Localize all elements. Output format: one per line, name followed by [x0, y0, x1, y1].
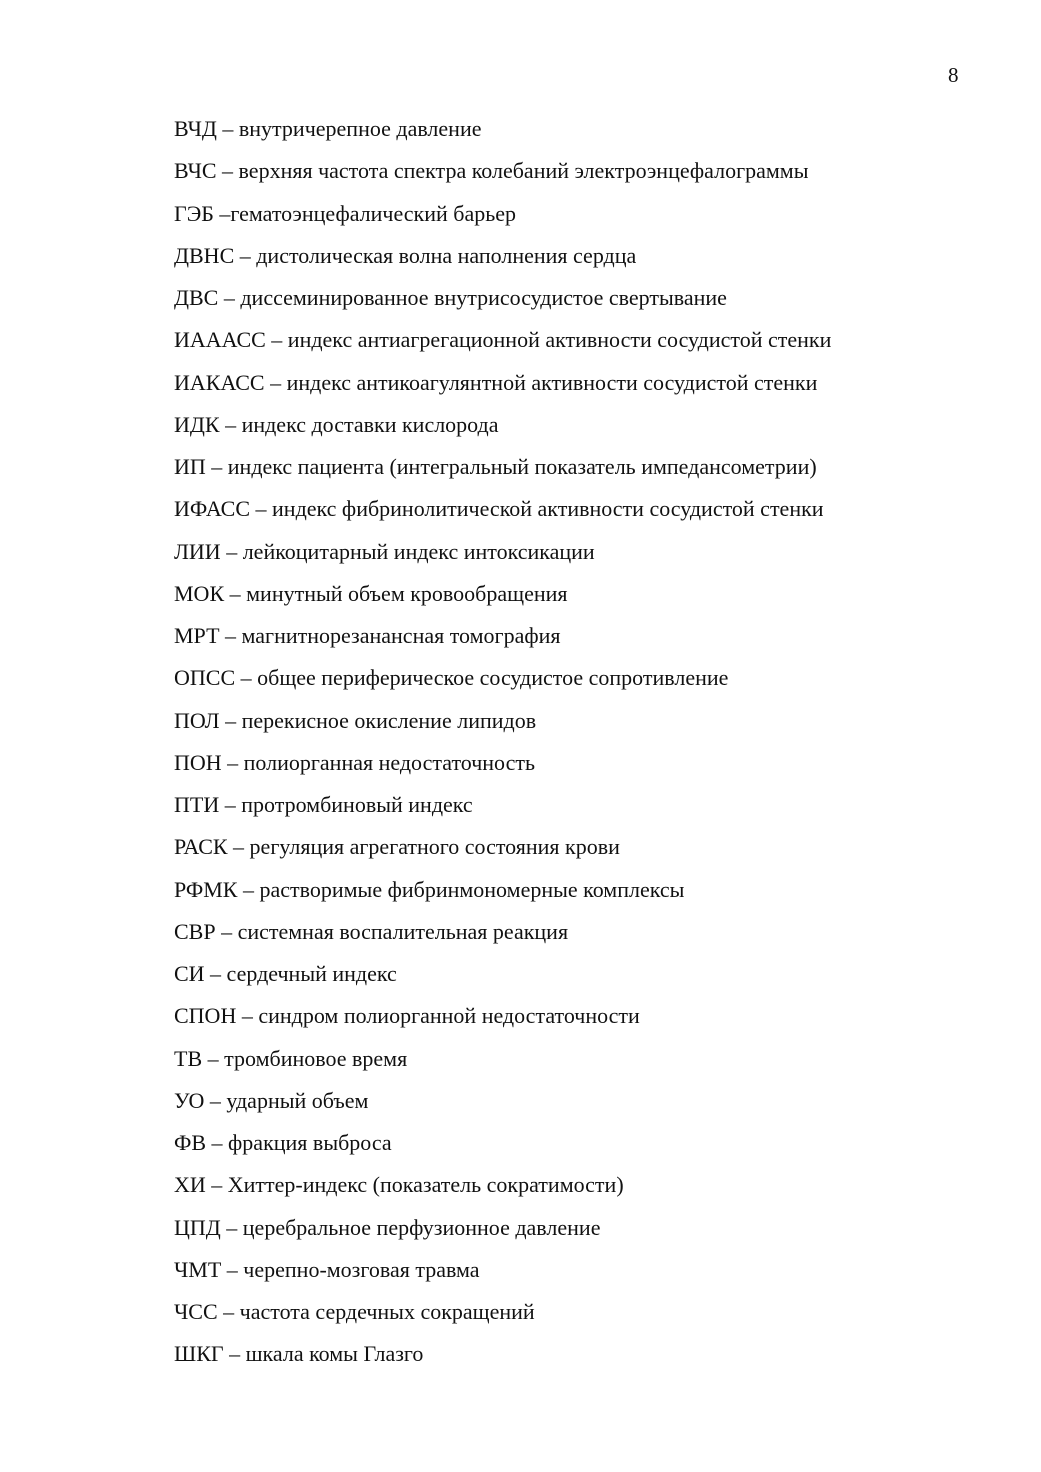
abbreviation-entry: ПОН – полиорганная недостаточность [174, 749, 536, 775]
abbreviation-entry: ТВ – тромбиновое время [174, 1045, 408, 1071]
abbreviation-entry: ВЧС – верхняя частота спектра колебаний электроэнцефалограммы [174, 158, 809, 184]
abbreviation-entry: ДВНС – дистолическая волна наполнения сердца [174, 242, 637, 268]
abbreviation-entry: СПОН – синдром полиорганной недостаточности [174, 1003, 640, 1029]
abbreviation-entry: ШКГ – шкала комы Глазго [174, 1341, 424, 1367]
abbreviation-entry: ИАААСС – индекс антиагрегационной активности сосудистой стенки [174, 327, 832, 353]
abbreviation-entry: СВР – системная воспалительная реакция [174, 918, 569, 944]
abbreviation-entry: ВЧД – внутричерепное давление [174, 116, 482, 141]
abbreviation-entry: ЧСС – частота сердечных сокращений [174, 1299, 535, 1324]
abbreviation-entry: ЛИИ – лейкоцитарный индекс интоксикации [174, 538, 595, 564]
abbreviation-list [174, 113, 974, 1381]
abbreviation-entry: РФМК – растворимые фибринмономерные комплексы [174, 876, 685, 902]
abbreviation-entry: ИДК – индекс доставки кислорода [174, 411, 499, 437]
abbreviation-entry: ДВС – диссеминированное внутрисосудистое свертывание [174, 285, 727, 310]
abbreviation-entry: УО – ударный объем [174, 1087, 369, 1113]
abbreviation-entry: ОПСС – общее периферическое сосудистое сопротивление [174, 665, 729, 691]
abbreviation-entry: ИАКАСС – индекс антикоагулянтной активности сосудистой стенки [174, 369, 818, 395]
abbreviation-entry: МОК – минутный объем кровообращения [174, 580, 568, 606]
abbreviation-entry: ГЭБ –гематоэнцефалический барьер [174, 200, 517, 226]
abbreviation-entry: ПТИ – протромбиновый индекс [174, 792, 473, 817]
abbreviation-entry: МРТ – магнитнорезанансная томография [174, 623, 561, 648]
abbreviation-entry: СИ – сердечный индекс [174, 961, 397, 986]
abbreviation-entry: ПОЛ – перекисное окисление липидов [174, 707, 537, 733]
abbreviation-entry: ЧМТ – черепно-мозговая травма [174, 1256, 480, 1282]
abbreviation-entry: ИП – индекс пациента (интегральный показатель импедансометрии) [174, 454, 817, 479]
abbreviation-entry: ИФАСС – индекс фибринолитической активности сосудистой стенки [174, 496, 824, 522]
abbreviation-entry: РАСК – регуляция агрегатного состояния крови [174, 834, 620, 860]
page-number: 8 [948, 63, 959, 87]
abbreviation-entry: ФВ – фракция выброса [174, 1130, 392, 1155]
abbreviation-entry: ЦПД – церебральное перфузионное давление [174, 1214, 601, 1240]
abbreviation-entry: ХИ – Хиттер-индекс (показатель сократимости) [174, 1172, 624, 1198]
